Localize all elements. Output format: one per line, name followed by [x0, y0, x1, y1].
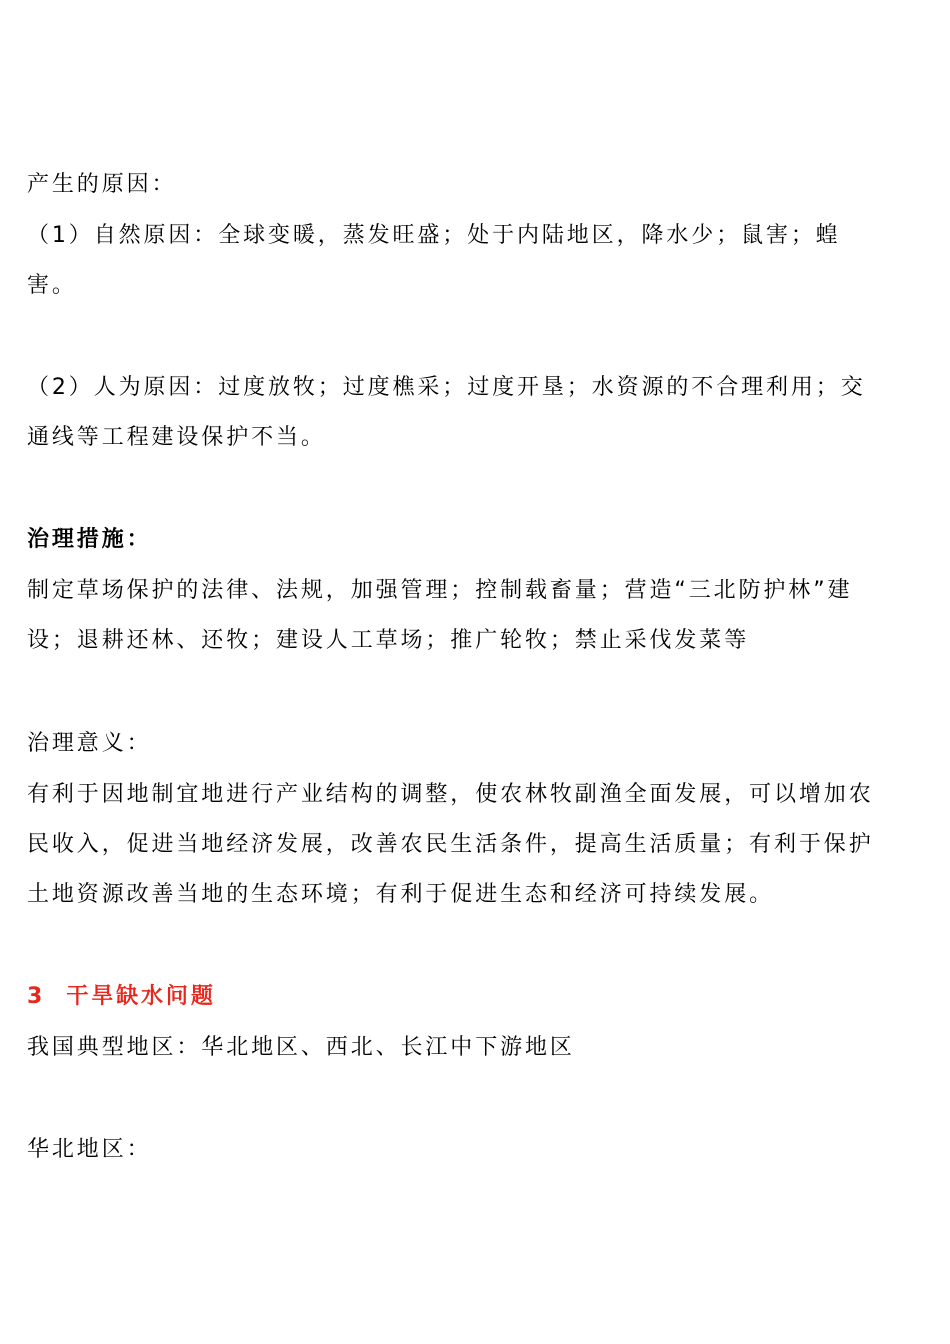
significance-heading: 治理意义： [27, 731, 152, 756]
causes-heading: 产生的原因： [27, 172, 177, 197]
section-3-title: 3 干旱缺水问题 [27, 984, 216, 1009]
significance-line-1: 有利于因地制宜地进行产业结构的调整，使农林牧副渔全面发展，可以增加农 [27, 782, 874, 807]
significance-line-3: 土地资源改善当地的生态环境；有利于促进生态和经济可持续发展。 [27, 882, 775, 907]
human-causes-line-2: 通线等工程建设保护不当。 [27, 425, 326, 450]
measures-heading: 治理措施： [27, 527, 152, 552]
significance-line-2: 民收入，促进当地经济发展，改善农民生活条件，提高生活质量；有利于保护 [27, 832, 874, 857]
measures-line-1: 制定草场保护的法律、法规，加强管理；控制载畜量；营造“三北防护林”建 [27, 578, 853, 603]
natural-causes-line-1: （1）自然原因：全球变暖，蒸发旺盛；处于内陆地区，降水少；鼠害；蝗 [27, 223, 841, 248]
typical-regions-line: 我国典型地区：华北地区、西北、长江中下游地区 [27, 1035, 575, 1060]
natural-causes-line-2: 害。 [27, 273, 77, 298]
measures-line-2: 设；退耕还林、还牧；建设人工草场；推广轮牧；禁止采伐发菜等 [27, 628, 750, 653]
north-china-heading: 华北地区： [27, 1137, 152, 1162]
human-causes-line-1: （2）人为原因：过度放牧；过度樵采；过度开垦；水资源的不合理利用；交 [27, 375, 866, 400]
